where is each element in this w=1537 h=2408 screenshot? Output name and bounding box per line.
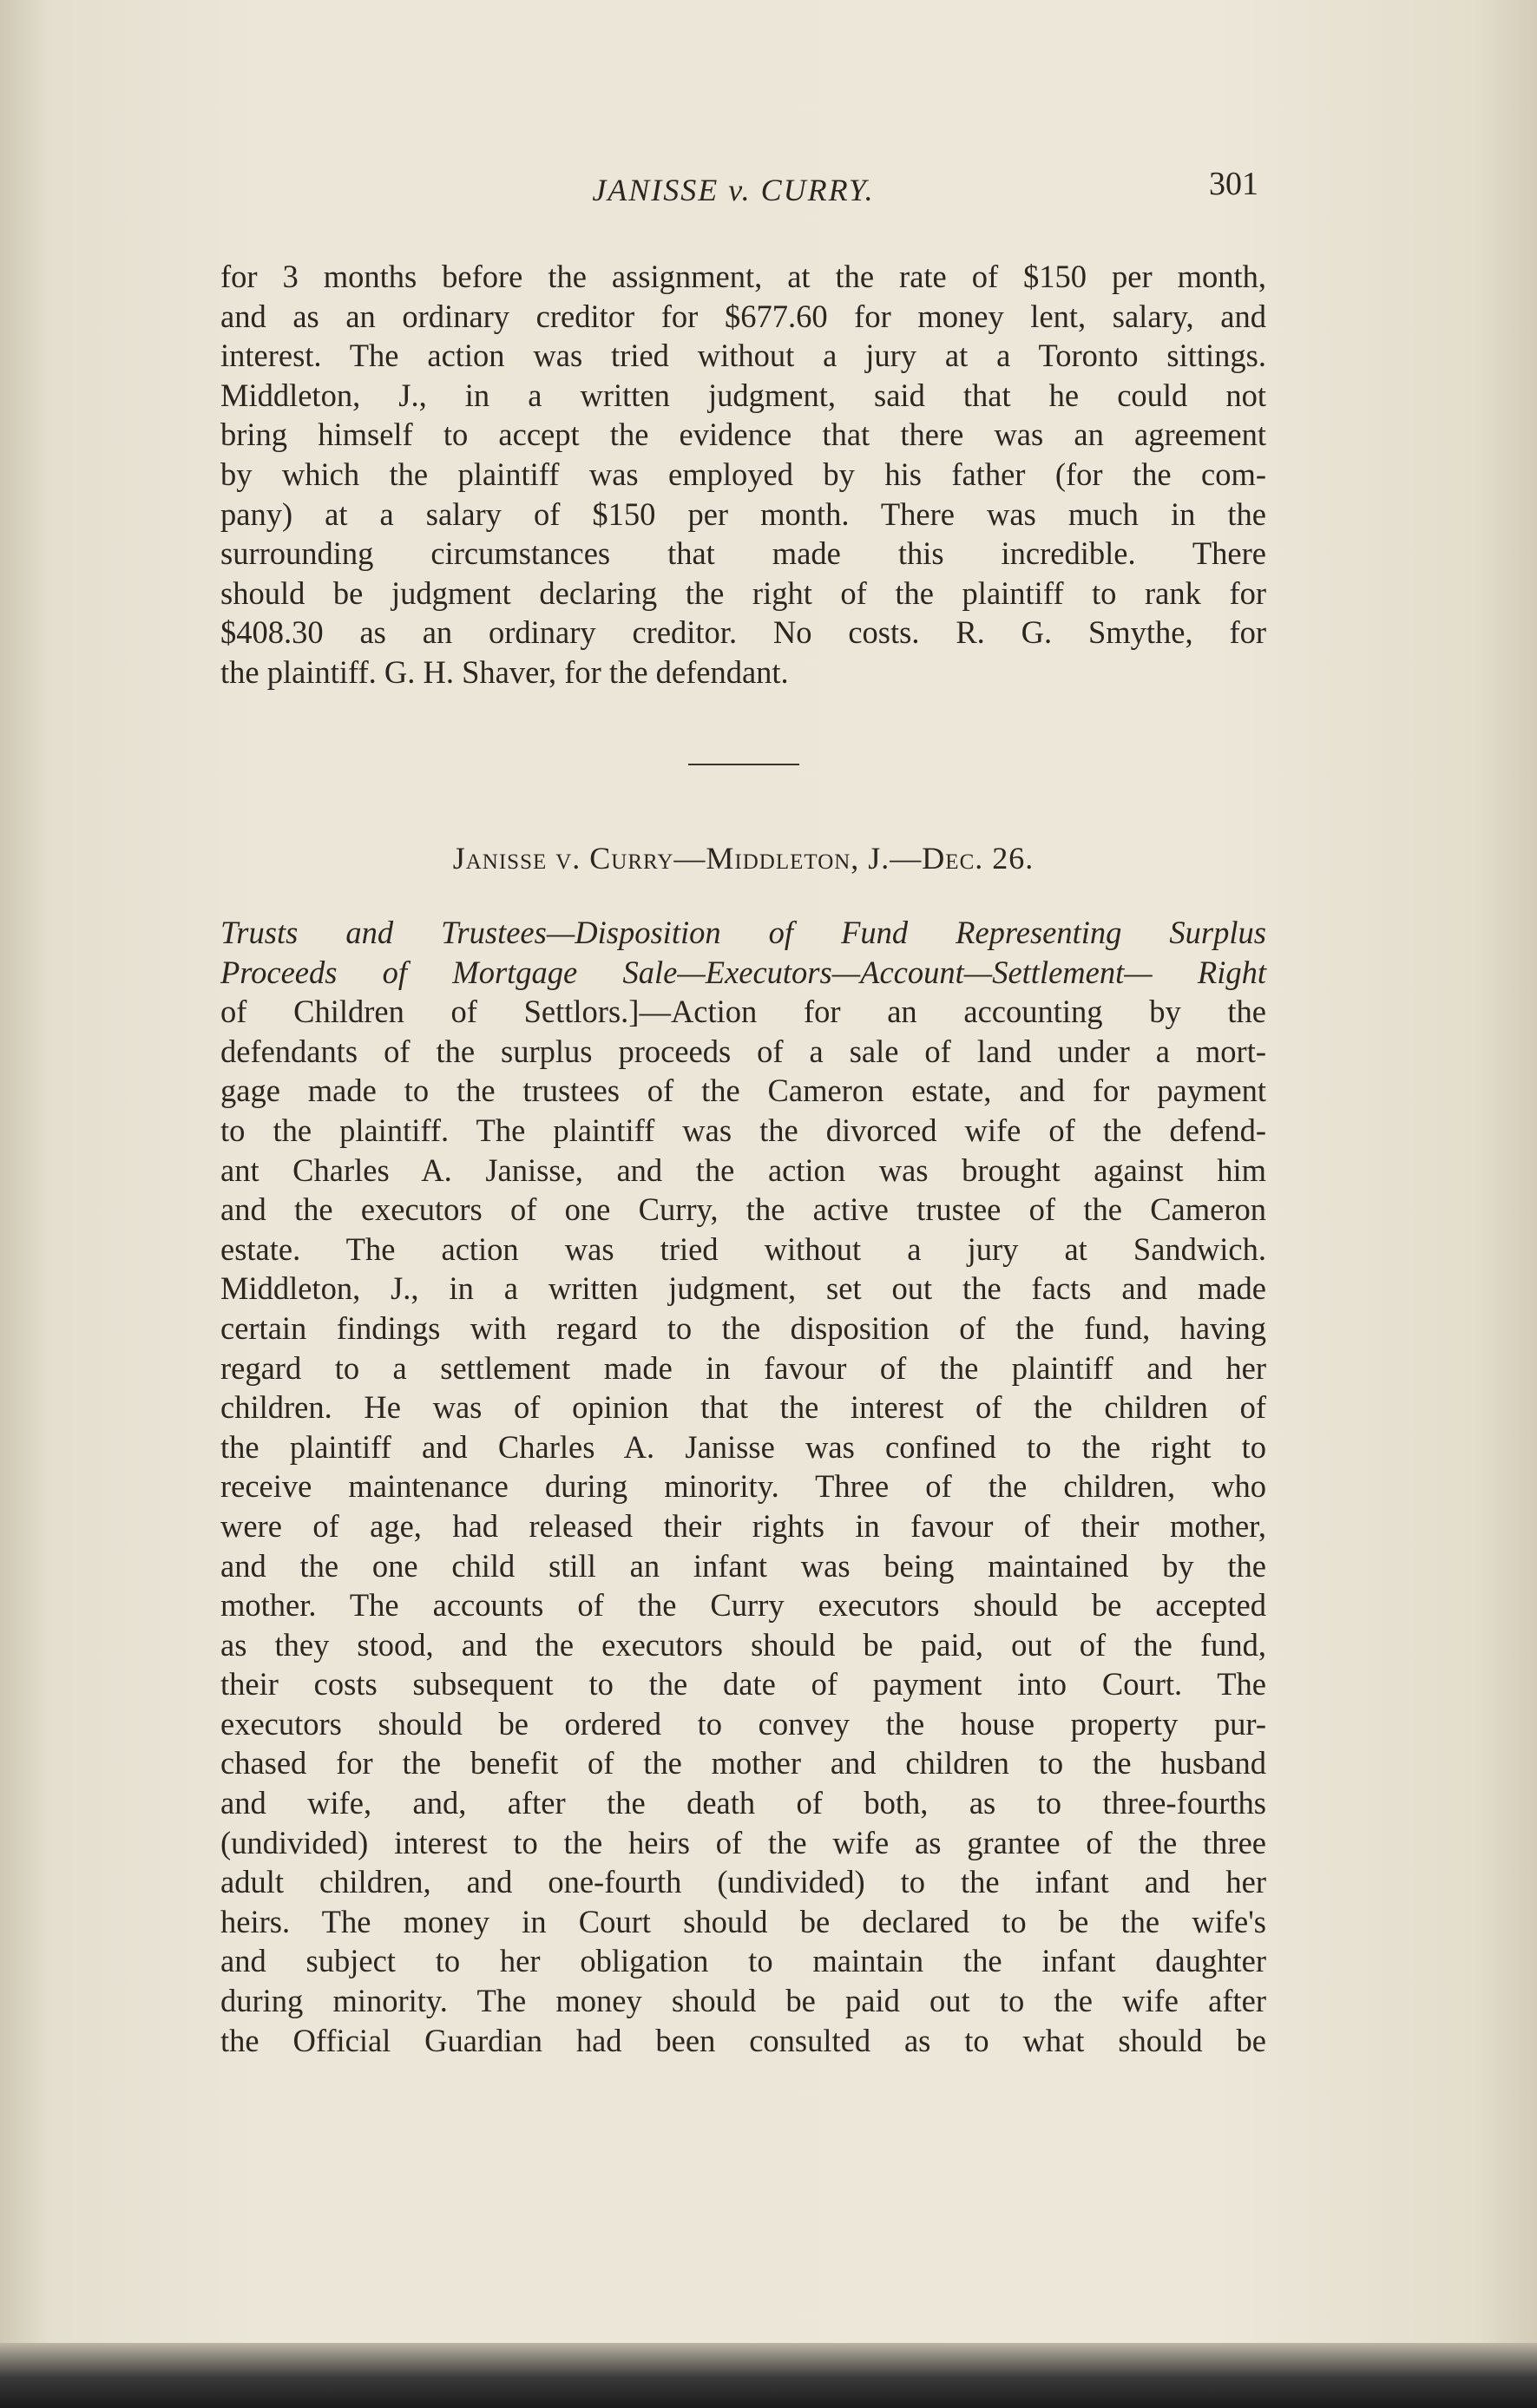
text-line: and subject to her obligation to maintain the infant daughter	[220, 1943, 1266, 1979]
text-line: and the executors of one Curry, the active trustee of the Cameron	[220, 1191, 1266, 1228]
text-line: chased for the benefit of the mother and children to the husband	[220, 1745, 1266, 1781]
case-title: Janisse v. Curry—Middleton, J.—Dec. 26.	[452, 841, 1035, 876]
text-line: children. He was of opinion that the interest of the children of	[220, 1389, 1266, 1426]
text-line: the Official Guardian had been consulted as to what should be	[220, 2022, 1266, 2058]
text-line: receive maintenance during minority. Three of the children, who	[220, 1468, 1266, 1505]
text-line: Proceeds of Mortgage Sale—Executors—Account—Settlement— Right	[220, 954, 1266, 990]
text-line: should be judgment declaring the right of the plaintiff to rank for	[220, 574, 1266, 611]
text-line: were of age, had released their rights in favour of their mother,	[220, 1507, 1266, 1544]
text-line: as they stood, and the executors should be paid, out of the fund,	[220, 1626, 1266, 1663]
text-line: interest. The action was tried without a jury at a Toronto sittings.	[220, 338, 1266, 374]
text-line: estate. The action was tried without a jury at Sandwich.	[220, 1230, 1266, 1267]
text-line: the plaintiff and Charles A. Janisse was confined to the right to	[220, 1428, 1266, 1465]
page-header	[208, 165, 1258, 217]
text-line: their costs subsequent to the date of payment into Court. The	[220, 1666, 1266, 1703]
page-number: 301	[1209, 166, 1258, 202]
text-line: adult children, and one-fourth (undivided) to the infant and her	[220, 1864, 1266, 1900]
text-line: by which the plaintiff was employed by his father (for the com-	[220, 456, 1266, 492]
text-line: and as an ordinary creditor for $677.60 for money lent, salary, and	[220, 298, 1266, 334]
text-line: mother. The accounts of the Curry executors should be accepted	[220, 1587, 1266, 1624]
text-line: pany) at a salary of $150 per month. There was much in the	[220, 495, 1266, 532]
running-head: JANISSE v. CURRY.	[592, 173, 875, 207]
paragraph-case-report	[220, 913, 1266, 2060]
text-line: Trusts and Trustees—Disposition of Fund Representing Surplus	[220, 915, 1266, 950]
text-line: heirs. The money in Court should be declared to be the wife's	[220, 1903, 1266, 1939]
text-line: and the one child still an infant was being maintained by the	[220, 1547, 1266, 1584]
text-line: and wife, and, after the death of both, as to three-fourths	[220, 1785, 1266, 1821]
text-line: executors should be ordered to convey the house property pur-	[220, 1705, 1266, 1742]
text-line: gage made to the trustees of the Cameron estate, and for payment	[220, 1073, 1266, 1109]
text-line: of Children of Settlors.]—Action for an accounting by the	[220, 994, 1266, 1030]
paragraph-judgment-continued	[220, 257, 1266, 692]
section-divider	[688, 764, 799, 765]
text-line: during minority. The money should be paid out to the wife after	[220, 1983, 1266, 2019]
text-line: surrounding circumstances that made this incredible. There	[220, 535, 1266, 572]
text-line: (undivided) interest to the heirs of the wife as grantee of the three	[220, 1824, 1266, 1860]
text-line: Middleton, J., in a written judgment, set out the facts and made	[220, 1270, 1266, 1307]
text-line: the plaintiff. G. H. Shaver, for the defendant.	[220, 653, 789, 690]
text-line: defendants of the surplus proceeds of a sale of land under a mort-	[220, 1033, 1266, 1069]
scan-background	[0, 2343, 1537, 2408]
text-line: Middleton, J., in a written judgment, said that he could not	[220, 377, 1266, 413]
text-line: ant Charles A. Janisse, and the action was brought against him	[220, 1152, 1266, 1188]
text-line: to the plaintiff. The plaintiff was the divorced wife of the defend-	[220, 1112, 1266, 1148]
text-line: certain findings with regard to the disposition of the fund, having	[220, 1309, 1266, 1346]
text-line: for 3 months before the assignment, at the rate of $150 per month,	[220, 259, 1266, 294]
text-line: $408.30 as an ordinary creditor. No costs. R. G. Smythe, for	[220, 614, 1266, 651]
text-line: regard to a settlement made in favour of the plaintiff and her	[220, 1349, 1266, 1386]
text-line: bring himself to accept the evidence that there was an agreement	[220, 417, 1266, 453]
